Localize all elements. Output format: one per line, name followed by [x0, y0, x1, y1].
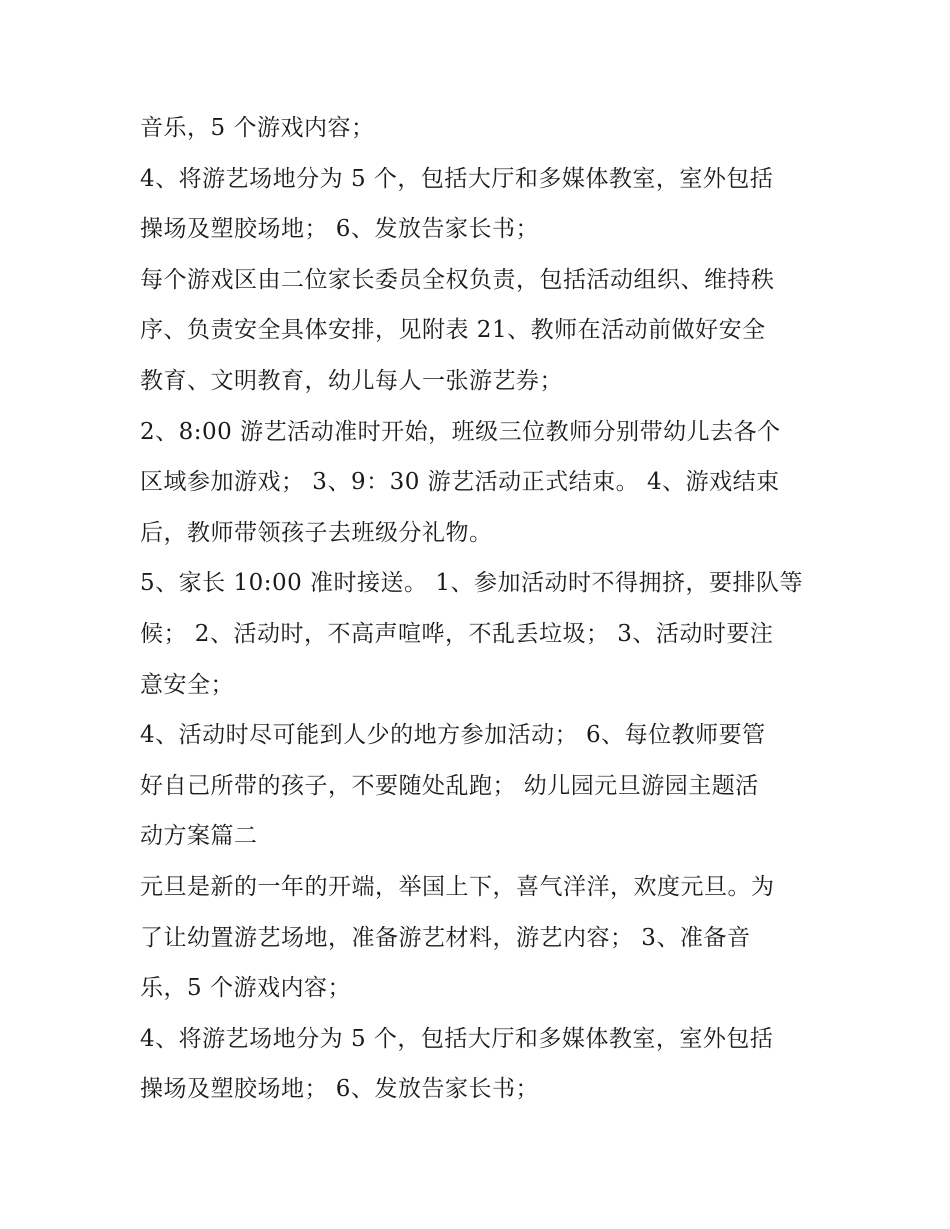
text-line: 意安全； [140, 671, 234, 698]
text-line: 4、将游艺场地分为 5 个，包括大厅和多媒体教室，室外包括 [140, 165, 774, 192]
text-line: 乐，5 个游戏内容； [140, 975, 351, 1002]
text-line: 候； 2、活动时，不高声喧哗，不乱丢垃圾； 3、活动时要注 [140, 620, 774, 647]
text-line: 了让幼置游艺场地，准备游艺材料，游艺内容； 3、准备音 [140, 924, 751, 951]
text-line: 后，教师带领孩子去班级分礼物。 [140, 519, 493, 546]
text-line: 4、将游艺场地分为 5 个，包括大厅和多媒体教室，室外包括 [140, 1025, 774, 1052]
text-line: 元旦是新的一年的开端，举国上下，喜气洋洋，欢度元旦。为 [140, 873, 775, 900]
text-line: 音乐，5 个游戏内容； [140, 115, 375, 141]
document-page [140, 108, 830, 1120]
section-heading: 动方案篇二 [140, 823, 258, 850]
text-line: 操场及塑胶场地； 6、发放告家长书； [140, 1076, 539, 1103]
text-line: 每个游戏区由二位家长委员全权负责，包括活动组织、维持秩 [140, 266, 775, 293]
text-line: 4、活动时尽可能到人少的地方参加活动； 6、每位教师要管 [140, 722, 766, 749]
text-line: 教育、文明教育，幼儿每人一张游艺券； [140, 367, 563, 394]
text-line: 区域参加游戏； 3、9：30 游艺活动正式结束。 4、游戏结束 [140, 469, 780, 496]
text-line: 好自己所带的孩子，不要随处乱跑； 幼儿园元旦游园主题活 [140, 772, 759, 799]
text-line: 2、8:00 游艺活动准时开始，班级三位教师分别带幼儿去各个 [140, 418, 781, 445]
text-line: 序、负责安全具体安排，见附表 21、教师在活动前做好安全 [140, 317, 766, 344]
text-line: 操场及塑胶场地； 6、发放告家长书； [140, 216, 539, 243]
text-line: 5、家长 10:00 准时接送。 1、参加活动时不得拥挤，要排队等 [140, 570, 803, 597]
